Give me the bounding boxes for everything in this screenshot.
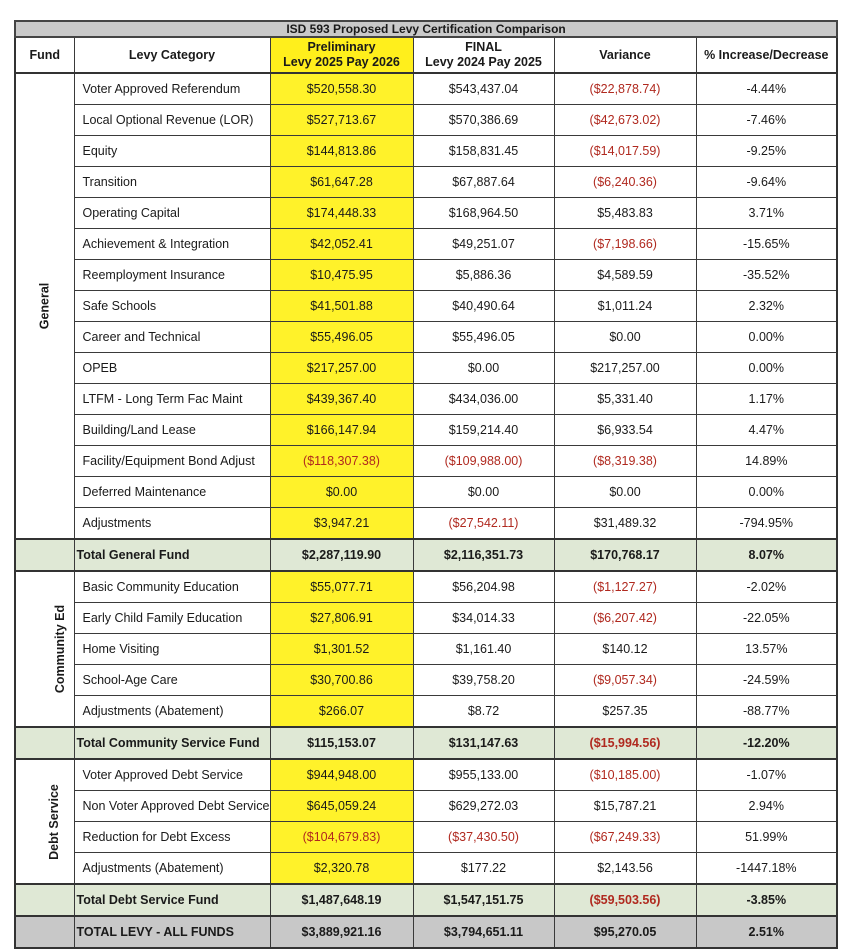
table-row — [15, 571, 837, 603]
pct-change: -88.77% — [696, 696, 837, 728]
total-label: Total Community Service Fund — [74, 727, 270, 759]
levy-category: Voter Approved Referendum — [74, 73, 270, 105]
variance-amount: $31,489.32 — [554, 508, 696, 540]
table-row — [15, 665, 837, 696]
pct-change: -22.05% — [696, 603, 837, 634]
variance-amount: $140.12 — [554, 634, 696, 665]
pct-change: 14.89% — [696, 446, 837, 477]
final-amount: $168,964.50 — [413, 198, 554, 229]
preliminary-amount: $645,059.24 — [270, 791, 413, 822]
levy-category: Reemployment Insurance — [74, 260, 270, 291]
table-row — [15, 508, 837, 540]
levy-category: Transition — [74, 167, 270, 198]
total-pct: -12.20% — [696, 727, 837, 759]
levy-category: Early Child Family Education — [74, 603, 270, 634]
table-row — [15, 198, 837, 229]
fund-debt-service — [15, 759, 74, 884]
variance-amount: ($42,673.02) — [554, 105, 696, 136]
final-amount: $1,161.40 — [413, 634, 554, 665]
preliminary-amount: $0.00 — [270, 477, 413, 508]
table-row — [15, 260, 837, 291]
pct-change: -7.46% — [696, 105, 837, 136]
variance-amount: $1,011.24 — [554, 291, 696, 322]
preliminary-amount: $41,501.88 — [270, 291, 413, 322]
final-amount: $5,886.36 — [413, 260, 554, 291]
variance-amount: $4,589.59 — [554, 260, 696, 291]
total-variance: $170,768.17 — [554, 539, 696, 571]
levy-category: OPEB — [74, 353, 270, 384]
levy-category: Operating Capital — [74, 198, 270, 229]
pct-change: -15.65% — [696, 229, 837, 260]
header-pct: % Increase/Decrease — [696, 37, 837, 73]
final-amount: ($109,988.00) — [413, 446, 554, 477]
table-row — [15, 759, 837, 791]
table-row — [15, 603, 837, 634]
final-amount: $56,204.98 — [413, 571, 554, 603]
variance-amount: ($8,319.38) — [554, 446, 696, 477]
levy-category: Reduction for Debt Excess — [74, 822, 270, 853]
levy-category: Building/Land Lease — [74, 415, 270, 446]
preliminary-amount: $144,813.86 — [270, 136, 413, 167]
final-amount: $158,831.45 — [413, 136, 554, 167]
final-amount: $0.00 — [413, 353, 554, 384]
table-row — [15, 822, 837, 853]
header-final-line2: Levy 2024 Pay 2025 — [425, 55, 542, 69]
preliminary-amount: $3,947.21 — [270, 508, 413, 540]
fund-total-row — [15, 727, 837, 759]
final-amount: $177.22 — [413, 853, 554, 885]
levy-category: Non Voter Approved Debt Service — [74, 791, 270, 822]
levy-category: Safe Schools — [74, 291, 270, 322]
variance-amount: $0.00 — [554, 477, 696, 508]
table-row — [15, 353, 837, 384]
preliminary-amount: $439,367.40 — [270, 384, 413, 415]
header-fund: Fund — [15, 37, 74, 73]
preliminary-amount: $217,257.00 — [270, 353, 413, 384]
pct-change: -1.07% — [696, 759, 837, 791]
pct-change: -9.64% — [696, 167, 837, 198]
total-pct: 8.07% — [696, 539, 837, 571]
preliminary-amount: $174,448.33 — [270, 198, 413, 229]
final-amount: $570,386.69 — [413, 105, 554, 136]
fund-general — [15, 73, 74, 539]
fund-label: General — [37, 282, 52, 330]
variance-amount: $15,787.21 — [554, 791, 696, 822]
pct-change: -4.44% — [696, 73, 837, 105]
preliminary-amount: $266.07 — [270, 696, 413, 728]
grand-total-row — [15, 916, 837, 948]
fund-total-row — [15, 539, 837, 571]
levy-comparison-table — [14, 20, 838, 949]
pct-change: -35.52% — [696, 260, 837, 291]
levy-category: Facility/Equipment Bond Adjust — [74, 446, 270, 477]
preliminary-amount: $944,948.00 — [270, 759, 413, 791]
final-amount: $39,758.20 — [413, 665, 554, 696]
total-pct: -3.85% — [696, 884, 837, 916]
total-preliminary: $3,889,921.16 — [270, 916, 413, 948]
pct-change: 2.32% — [696, 291, 837, 322]
levy-category: Equity — [74, 136, 270, 167]
preliminary-amount: $2,320.78 — [270, 853, 413, 885]
pct-change: 3.71% — [696, 198, 837, 229]
table-row — [15, 136, 837, 167]
levy-comparison-sheet — [14, 20, 836, 949]
final-amount: $67,887.64 — [413, 167, 554, 198]
levy-category: Adjustments — [74, 508, 270, 540]
final-amount: $0.00 — [413, 477, 554, 508]
total-final: $3,794,651.11 — [413, 916, 554, 948]
variance-amount: $6,933.54 — [554, 415, 696, 446]
preliminary-amount: $1,301.52 — [270, 634, 413, 665]
table-row — [15, 696, 837, 728]
table-row — [15, 415, 837, 446]
variance-amount: ($6,240.36) — [554, 167, 696, 198]
pct-change: 13.57% — [696, 634, 837, 665]
table-row — [15, 322, 837, 353]
variance-amount: $5,483.83 — [554, 198, 696, 229]
levy-category: Deferred Maintenance — [74, 477, 270, 508]
fund-spacer — [15, 727, 74, 759]
table-title: ISD 593 Proposed Levy Certification Comparison — [15, 21, 837, 37]
final-amount: $8.72 — [413, 696, 554, 728]
variance-amount: $217,257.00 — [554, 353, 696, 384]
pct-change: 1.17% — [696, 384, 837, 415]
levy-category: Career and Technical — [74, 322, 270, 353]
table-row — [15, 105, 837, 136]
total-preliminary: $2,287,119.90 — [270, 539, 413, 571]
fund-total-row — [15, 884, 837, 916]
levy-category: School-Age Care — [74, 665, 270, 696]
pct-change: 0.00% — [696, 322, 837, 353]
levy-category: LTFM - Long Term Fac Maint — [74, 384, 270, 415]
preliminary-amount: $30,700.86 — [270, 665, 413, 696]
total-label: TOTAL LEVY - ALL FUNDS — [74, 916, 270, 948]
pct-change: -1447.18% — [696, 853, 837, 885]
header-variance: Variance — [554, 37, 696, 73]
total-variance: ($15,994.56) — [554, 727, 696, 759]
table-row — [15, 477, 837, 508]
pct-change: -24.59% — [696, 665, 837, 696]
final-amount: ($37,430.50) — [413, 822, 554, 853]
final-amount: $55,496.05 — [413, 322, 554, 353]
preliminary-amount: $27,806.91 — [270, 603, 413, 634]
fund-spacer — [15, 539, 74, 571]
pct-change: -2.02% — [696, 571, 837, 603]
preliminary-amount: ($104,679.83) — [270, 822, 413, 853]
pct-change: 4.47% — [696, 415, 837, 446]
header-preliminary — [270, 37, 413, 73]
final-amount: $434,036.00 — [413, 384, 554, 415]
fund-spacer — [15, 884, 74, 916]
fund-community-ed — [15, 571, 74, 727]
pct-change: 2.94% — [696, 791, 837, 822]
variance-amount: ($1,127.27) — [554, 571, 696, 603]
total-preliminary: $115,153.07 — [270, 727, 413, 759]
table-row — [15, 634, 837, 665]
variance-amount: $0.00 — [554, 322, 696, 353]
pct-change: 0.00% — [696, 477, 837, 508]
pct-change: 0.00% — [696, 353, 837, 384]
preliminary-amount: $166,147.94 — [270, 415, 413, 446]
pct-change: -794.95% — [696, 508, 837, 540]
variance-amount: ($6,207.42) — [554, 603, 696, 634]
header-category: Levy Category — [74, 37, 270, 73]
levy-category: Local Optional Revenue (LOR) — [74, 105, 270, 136]
final-amount: $34,014.33 — [413, 603, 554, 634]
variance-amount: $257.35 — [554, 696, 696, 728]
pct-change: -9.25% — [696, 136, 837, 167]
variance-amount: ($9,057.34) — [554, 665, 696, 696]
variance-amount: ($14,017.59) — [554, 136, 696, 167]
fund-spacer — [15, 916, 74, 948]
table-body — [15, 73, 837, 948]
fund-label: Community Ed — [53, 604, 68, 694]
preliminary-amount: $520,558.30 — [270, 73, 413, 105]
total-label: Total Debt Service Fund — [74, 884, 270, 916]
table-row — [15, 167, 837, 198]
variance-amount: $2,143.56 — [554, 853, 696, 885]
levy-category: Adjustments (Abatement) — [74, 696, 270, 728]
final-amount: $543,437.04 — [413, 73, 554, 105]
total-final: $1,547,151.75 — [413, 884, 554, 916]
column-header-row — [15, 37, 837, 73]
table-row — [15, 446, 837, 477]
table-row — [15, 853, 837, 885]
preliminary-amount: ($118,307.38) — [270, 446, 413, 477]
header-preliminary-line1: Preliminary — [307, 40, 376, 54]
preliminary-amount: $61,647.28 — [270, 167, 413, 198]
final-amount: $955,133.00 — [413, 759, 554, 791]
levy-category: Voter Approved Debt Service — [74, 759, 270, 791]
preliminary-amount: $527,713.67 — [270, 105, 413, 136]
preliminary-amount: $42,052.41 — [270, 229, 413, 260]
header-final — [413, 37, 554, 73]
final-amount: $159,214.40 — [413, 415, 554, 446]
preliminary-amount: $10,475.95 — [270, 260, 413, 291]
levy-category: Basic Community Education — [74, 571, 270, 603]
final-amount: ($27,542.11) — [413, 508, 554, 540]
table-row — [15, 73, 837, 105]
variance-amount: ($10,185.00) — [554, 759, 696, 791]
table-row — [15, 384, 837, 415]
levy-category: Home Visiting — [74, 634, 270, 665]
table-row — [15, 291, 837, 322]
table-row — [15, 791, 837, 822]
variance-amount: ($67,249.33) — [554, 822, 696, 853]
fund-label: Debt Service — [46, 783, 61, 860]
total-pct: 2.51% — [696, 916, 837, 948]
variance-amount: ($22,878.74) — [554, 73, 696, 105]
levy-category: Adjustments (Abatement) — [74, 853, 270, 885]
total-preliminary: $1,487,648.19 — [270, 884, 413, 916]
final-amount: $40,490.64 — [413, 291, 554, 322]
final-amount: $49,251.07 — [413, 229, 554, 260]
final-amount: $629,272.03 — [413, 791, 554, 822]
header-preliminary-line2: Levy 2025 Pay 2026 — [283, 55, 400, 69]
table-row — [15, 229, 837, 260]
variance-amount: $5,331.40 — [554, 384, 696, 415]
header-final-line1: FINAL — [465, 40, 502, 54]
total-final: $2,116,351.73 — [413, 539, 554, 571]
preliminary-amount: $55,077.71 — [270, 571, 413, 603]
total-variance: $95,270.05 — [554, 916, 696, 948]
total-label: Total General Fund — [74, 539, 270, 571]
levy-category: Achievement & Integration — [74, 229, 270, 260]
pct-change: 51.99% — [696, 822, 837, 853]
total-variance: ($59,503.56) — [554, 884, 696, 916]
preliminary-amount: $55,496.05 — [270, 322, 413, 353]
variance-amount: ($7,198.66) — [554, 229, 696, 260]
total-final: $131,147.63 — [413, 727, 554, 759]
